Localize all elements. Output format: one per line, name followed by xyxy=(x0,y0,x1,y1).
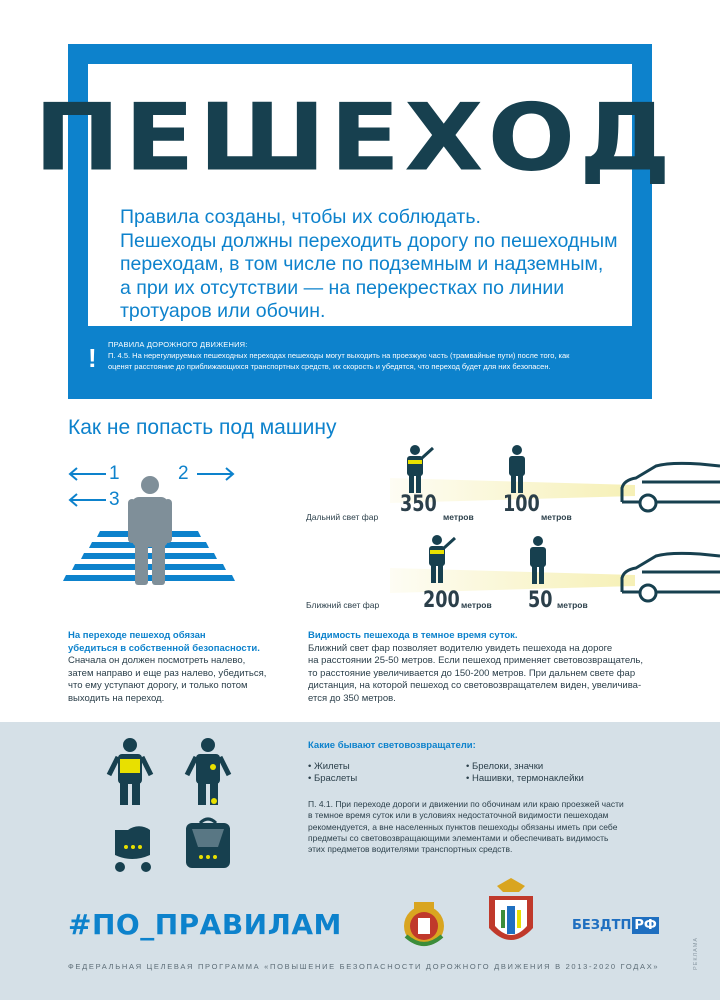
high-reflector-distance: 350 xyxy=(400,492,437,517)
rule-heading: ПРАВИЛА ДОРОЖНОГО ДВИЖЕНИЯ: xyxy=(108,340,248,349)
page-title: ПЕШЕХОД xyxy=(34,83,675,192)
step-3-label: 3 xyxy=(109,489,120,510)
arrow-right-icon xyxy=(197,468,233,480)
intro-line: Правила созданы, чтобы их соблюдать. xyxy=(120,206,481,228)
bracelet-icon xyxy=(187,738,229,805)
reflector-icons xyxy=(100,735,250,885)
unit-label: метров xyxy=(443,512,474,522)
caption-line: ется до 350 метров. xyxy=(308,692,396,704)
unit-label: метров xyxy=(461,600,492,610)
bezdtp-logo xyxy=(572,917,659,934)
vest-icon xyxy=(109,738,151,805)
reflector-item: • Брелоки, значки xyxy=(466,761,544,772)
brand-main: БЕЗДТП xyxy=(572,918,632,933)
intro-line: переходам, в том числе по подземным и надземным, xyxy=(120,253,604,275)
bag-icon xyxy=(186,819,230,868)
reflector-item: • Браслеты xyxy=(308,773,358,784)
brand-suffix: РФ xyxy=(634,918,657,933)
caption-line: что ему уступают дорогу, и только потом xyxy=(68,680,248,691)
ad-mark: РЕКЛАМА xyxy=(693,936,699,970)
unit-label: метров xyxy=(557,600,588,610)
program-footer: ФЕДЕРАЛЬНАЯ ЦЕЛЕВАЯ ПРОГРАММА «ПОВЫШЕНИЕ БЕЗОПАСНОСТИ ДОРОЖНОГО ДВИЖЕНИЯ В 2013-2020 ГОДАХ» xyxy=(68,962,660,971)
caption-line: Ближний свет фар позволяет водителю увидеть пешехода на дороге xyxy=(308,642,613,654)
step-2-label: 2 xyxy=(178,463,189,484)
reflectors-title: Какие бывают световозвращатели: xyxy=(308,740,476,751)
caption-heading: убедиться в собственной безопасности. xyxy=(68,642,260,654)
reflector-item: • Жилеты xyxy=(308,761,350,772)
intro-line: Пешеходы должны переходить дорогу по пешеходным xyxy=(120,229,618,252)
caption-line: то расстояние увеличивается до 150-200 метров. При дальнем свете фар xyxy=(308,667,636,679)
caption-line: затем направо и еще раз налево, убедиться, xyxy=(68,667,267,679)
rule-line: П. 4.1. При переходе дороги и движении по обочинам или краю проезжей части xyxy=(308,799,624,809)
reflector-item: • Нашивки, термонаклейки xyxy=(466,773,584,784)
rule-line: в темное время суток или в условиях недостаточной видимости пешеходам xyxy=(308,810,609,821)
stroller-icon xyxy=(115,826,151,872)
low-plain-distance: 50 xyxy=(528,588,553,613)
rule-line: рекомендуется, а вне населенных пунктов пешеходы обязаны иметь при себе xyxy=(308,821,618,832)
caption-line: выходить на переход. xyxy=(68,692,165,704)
step-1-label: 1 xyxy=(109,463,120,484)
intro-text xyxy=(120,206,620,324)
intro-line: тротуаров или обочин. xyxy=(120,300,326,322)
car-icon xyxy=(622,553,720,601)
low-reflector-distance: 200 xyxy=(423,588,460,613)
caption-heading: На переходе пешеход обязан xyxy=(68,630,206,641)
unit-label: метров xyxy=(541,512,572,522)
caption-heading: Видимость пешехода в темное время суток. xyxy=(308,630,518,641)
caption-line: дистанция, на которой пешеход со световозвращателем виден, увеличива- xyxy=(308,680,642,691)
caption-line: на расстоянии 25-50 метров. Если пешеход применяет световозвращатель, xyxy=(308,655,643,666)
rule-line: этих предметов водителями транспортных средств. xyxy=(308,844,513,855)
car-icon xyxy=(622,463,720,511)
high-beam-label: Дальний свет фар xyxy=(306,512,379,522)
intro-line: а при их отсутствии — на перекрестках по линии xyxy=(120,276,565,299)
arrow-left-again-icon xyxy=(70,494,106,506)
gibdd-emblem-icon xyxy=(396,896,452,952)
visibility-caption xyxy=(308,630,708,705)
mvd-emblem-icon xyxy=(483,876,539,952)
high-plain-distance: 100 xyxy=(503,492,540,517)
arrow-left-icon xyxy=(70,468,106,480)
crossing-caption xyxy=(68,630,298,705)
exclamation-icon: ! xyxy=(88,343,97,373)
reflector-rule-text xyxy=(308,799,658,855)
section-title: Как не попасть под машину xyxy=(68,416,337,439)
crossing-illustration xyxy=(60,455,250,590)
low-beam-label: Ближний свет фар xyxy=(306,600,380,610)
rule-line: предметы со световозвращающими элементами и обеспечивать видимость xyxy=(308,832,609,843)
rule-text: П. 4.5. На нерегулируемых пешеходных переходах пешеходы могут выходить на проезжую часть (трамвайные пути) после того, как оценят расстояние до приближающихся транспортных средств, их скорость и убедятся, что переход будет для них безопасен. xyxy=(108,351,570,371)
hashtag: #ПО_ПРАВИЛАМ xyxy=(68,908,342,941)
caption-line: Сначала он должен посмотреть налево, xyxy=(68,655,246,666)
